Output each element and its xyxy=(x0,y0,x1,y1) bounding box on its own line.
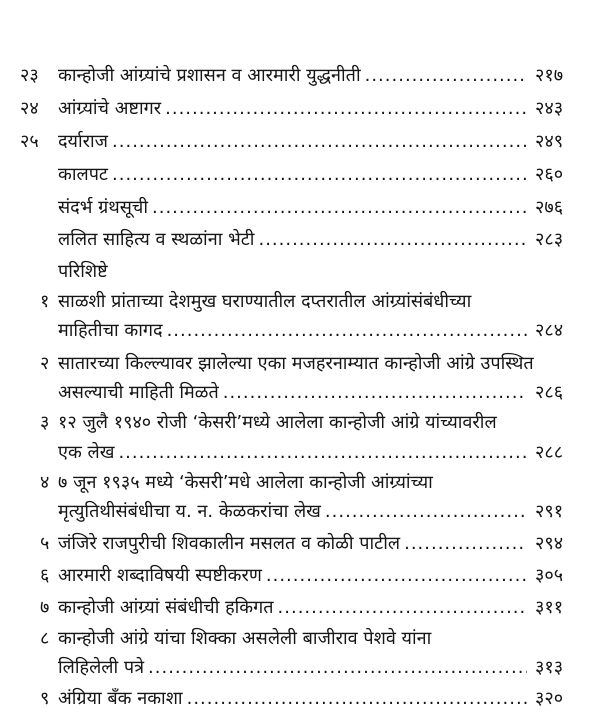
entry-title: कालपट xyxy=(58,164,108,185)
entry-number: ४ xyxy=(40,472,50,493)
entry-title: १२ जुलै १९४० रोजी ‘केसरी’मध्ये आलेला कान्होजी आंग्रे यांच्यावरील xyxy=(58,412,497,433)
leader-dots xyxy=(165,97,527,121)
leader-dots xyxy=(258,228,527,252)
page-number: ३११ xyxy=(535,597,564,618)
entry-number: ९ xyxy=(40,688,50,709)
leader-dots xyxy=(278,596,527,620)
leader-dots xyxy=(118,441,527,465)
leader-dots xyxy=(266,564,527,588)
entry-title-cont: लिहिलेली पत्रे xyxy=(58,657,145,678)
page-number: २४३ xyxy=(535,98,564,119)
entry-title-cont: मृत्युतिथीसंबंधीचा य. न. केळकरांचा लेख xyxy=(58,501,321,522)
entry-title: ललित साहित्य व स्थळांना भेटी xyxy=(58,229,255,250)
entry-title: ७ जून १९३५ मध्ये ‘केसरी’मधे आलेला कान्होजी आंग्र्यांच्या xyxy=(58,472,433,493)
entry-title: दर्याराज xyxy=(58,131,109,152)
entry-title: साळशी प्रांताच्या देशमुख घराण्यातील दप्तरातील आंग्र्यांसंबंधीच्या xyxy=(58,291,472,312)
page-number: २९४ xyxy=(535,533,564,554)
entry-title: जंजिरे राजपुरीची शिवकालीन मसलत व कोळी पाटील xyxy=(58,533,401,554)
entry-number: २३ xyxy=(20,65,39,86)
entry-title: कान्होजी आंग्रे यांचा शिक्का असलेली बाजीराव पेशवे यांना xyxy=(58,628,432,649)
entry-title: परिशिष्टे xyxy=(58,261,108,282)
entry-title-cont: एक लेख xyxy=(58,442,115,463)
entry-number: ८ xyxy=(40,628,50,649)
entry-title-cont: माहितीचा कागद xyxy=(58,320,163,341)
entry-number: ५ xyxy=(40,533,50,554)
entry-number: २ xyxy=(40,353,50,374)
entry-title: संदर्भ ग्रंथसूची xyxy=(58,197,149,218)
leader-dots xyxy=(112,163,527,187)
leader-dots xyxy=(148,656,527,680)
entry-number: ३ xyxy=(40,412,50,433)
page-number: २६० xyxy=(535,164,564,185)
leader-dots xyxy=(112,130,527,154)
entry-number: ७ xyxy=(40,597,50,618)
page-number: २४९ xyxy=(535,131,564,152)
page-number: २८६ xyxy=(535,382,564,403)
leader-dots xyxy=(167,319,527,343)
entry-number: १ xyxy=(40,291,50,312)
leader-dots xyxy=(325,500,527,524)
leader-dots xyxy=(404,532,527,556)
entry-title: अंग्रिया बँक नकाशा xyxy=(58,688,183,709)
page-number: ३१३ xyxy=(535,657,564,678)
page-number: २८४ xyxy=(535,320,564,341)
entry-number: २४ xyxy=(20,98,39,119)
page-number: २७६ xyxy=(535,197,564,218)
entry-number: २५ xyxy=(20,131,39,152)
entry-title: आरमारी शब्दाविषयी स्पष्टीकरण xyxy=(58,565,262,586)
page-number: २८३ xyxy=(535,229,564,250)
leader-dots xyxy=(365,64,527,88)
page-number: २८८ xyxy=(535,442,564,463)
leader-dots xyxy=(223,381,527,405)
page-number: २१७ xyxy=(535,65,564,86)
entry-number: ६ xyxy=(40,565,50,586)
entry-title: सातारच्या किल्ल्यावर झालेल्या एका मजहरनाम्यात कान्होजी आंग्रे उपस्थित xyxy=(58,353,534,374)
leader-dots xyxy=(152,196,527,220)
entry-title: आंग्र्यांचे अष्टागर xyxy=(58,98,162,119)
leader-dots xyxy=(187,687,527,711)
entry-title-cont: असल्याची माहिती मिळते xyxy=(58,382,219,403)
page-number: ३०५ xyxy=(535,565,564,586)
page-number: ३२० xyxy=(535,688,564,709)
entry-title: कान्होजी आंग्र्यांचे प्रशासन व आरमारी युद्धनीती xyxy=(58,65,361,86)
entry-title: कान्होजी आंग्र्यां संबंधीची हकिगत xyxy=(58,597,274,618)
page-number: २९१ xyxy=(535,501,564,522)
